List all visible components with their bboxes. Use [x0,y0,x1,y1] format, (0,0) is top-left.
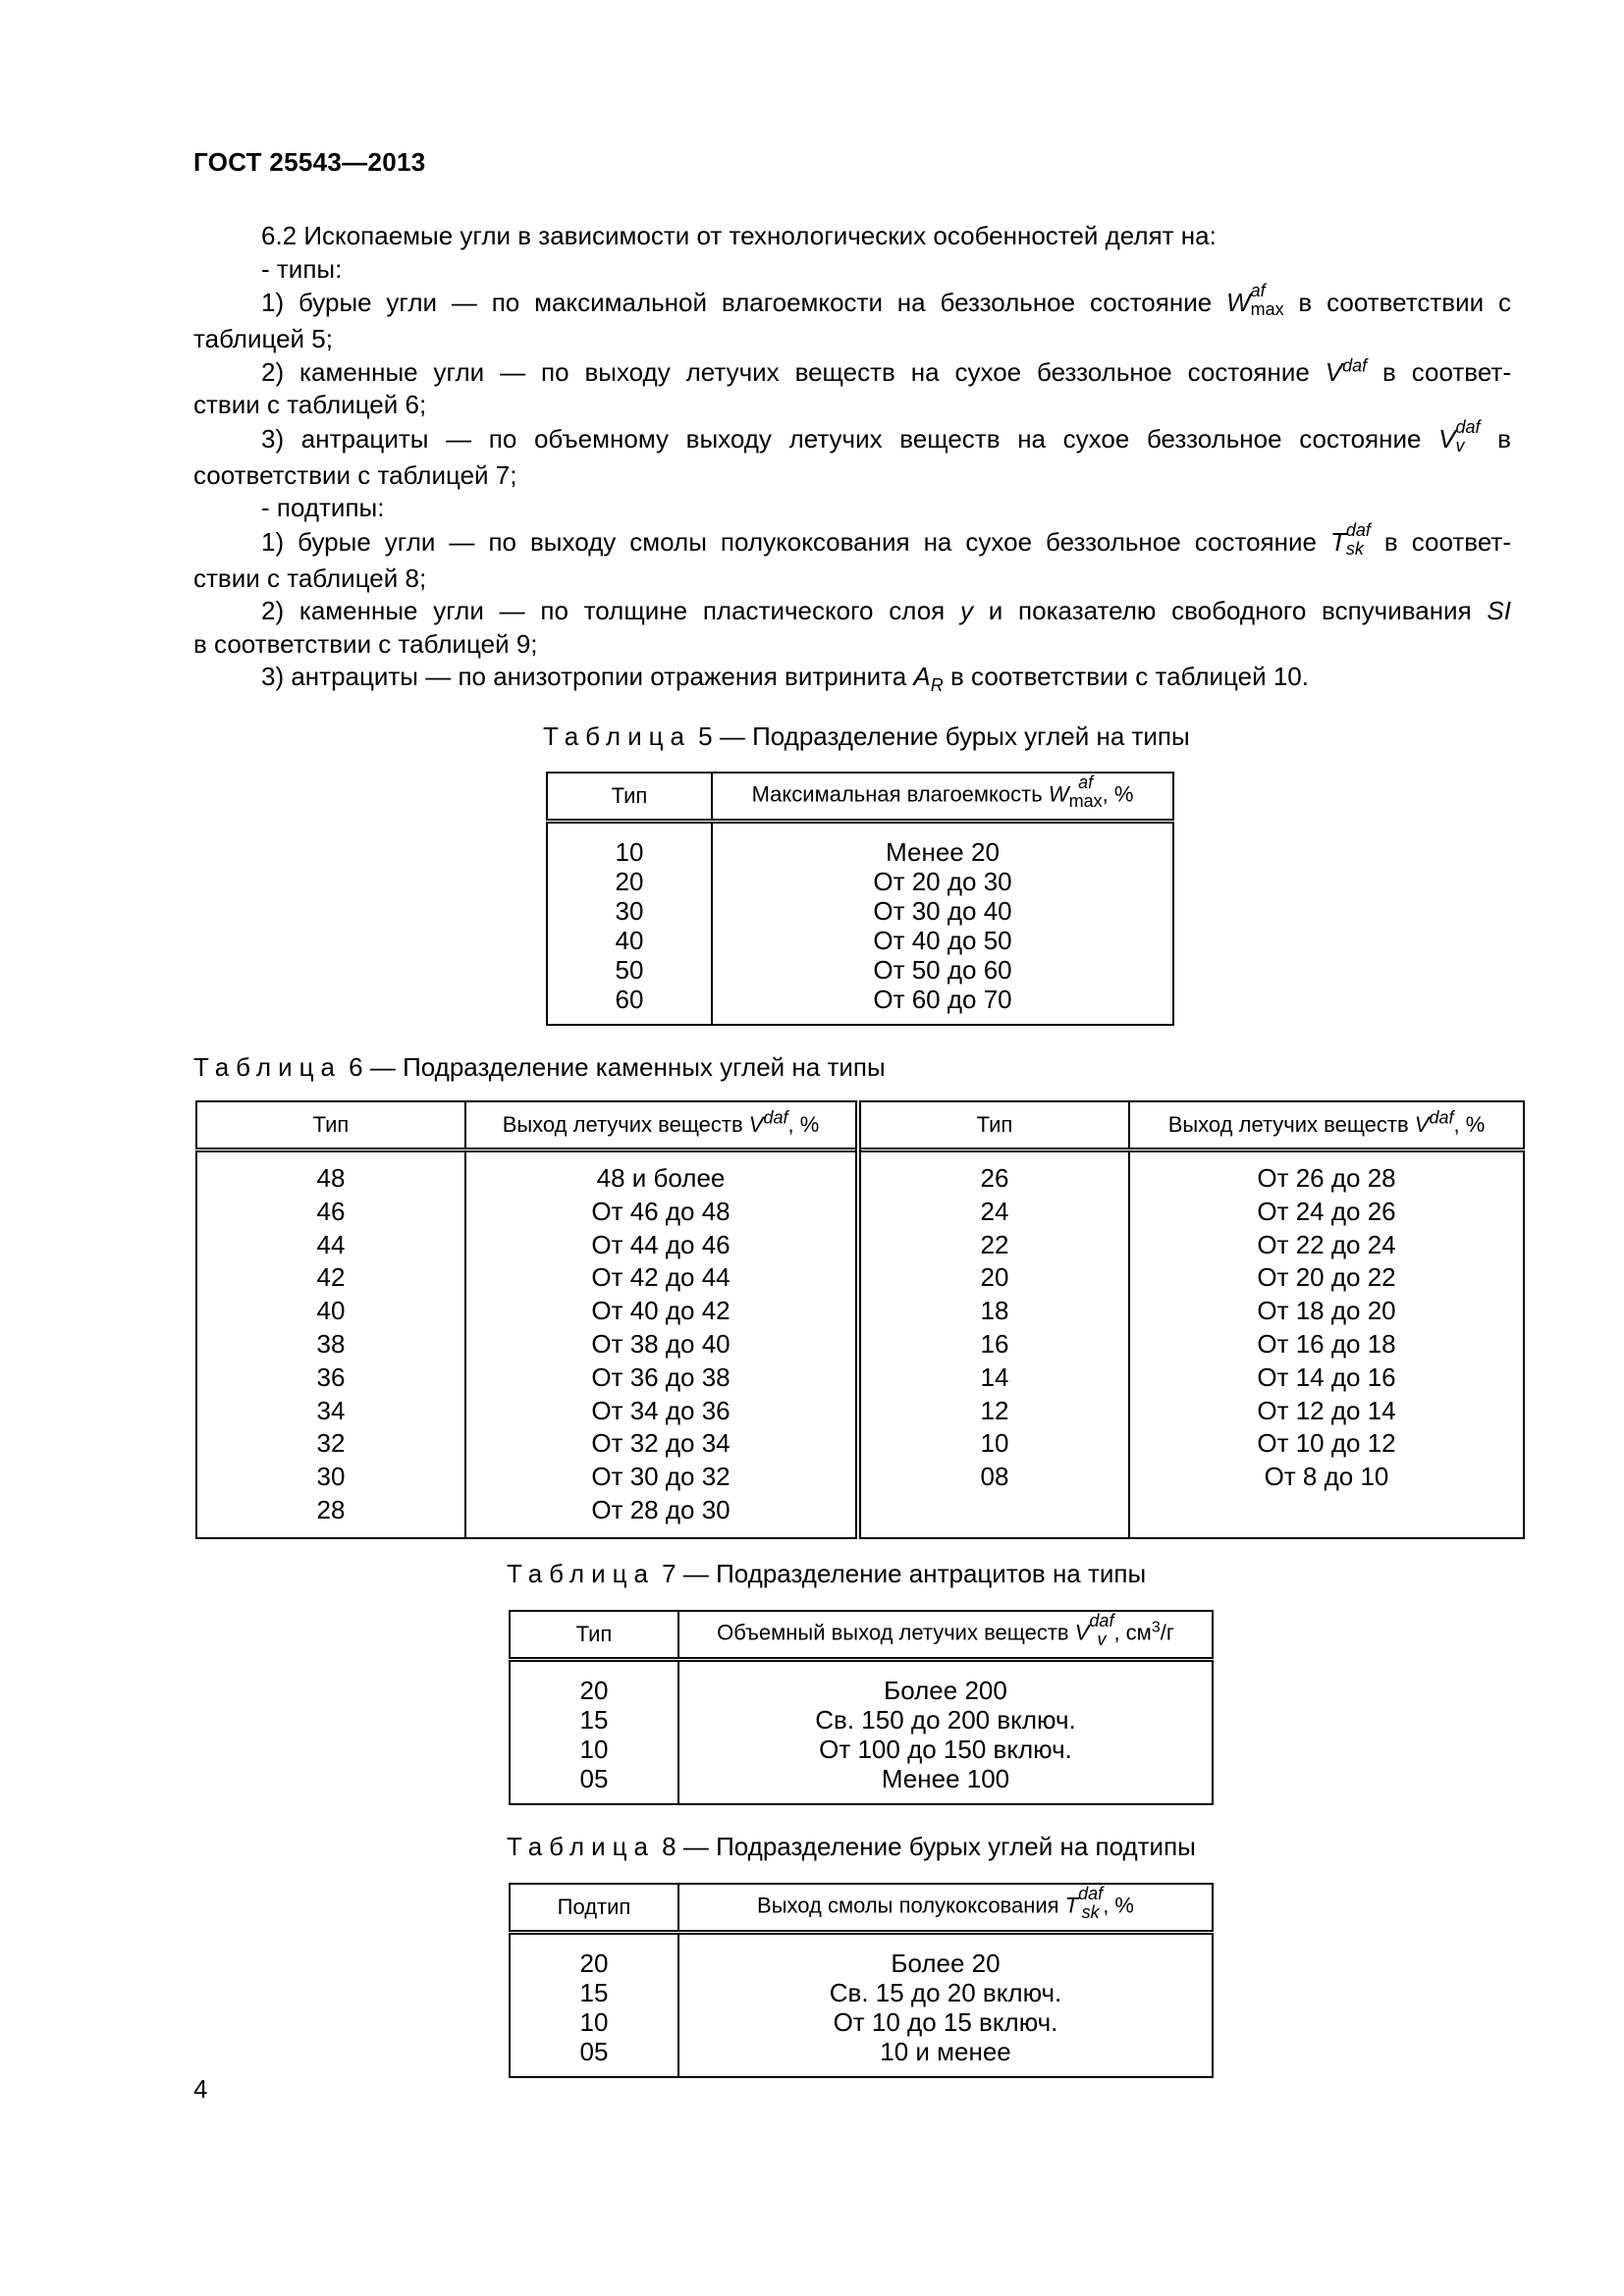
type-item-2-cont: ствии с таблицей 6; [193,390,427,420]
type-item-3: 3) антрациты — по объемному выходу летучих веществ на сухое беззольное состояние V daf v в [261,416,1511,455]
table5-col-type: Тип [547,773,712,822]
subtype-item-2: 2) каменные угли — по толщине пластического слоя y и показателю свободного вспучивания SI [261,596,1511,626]
table8-col-value: Выход смолы полукоксования T daf sk , % [678,1884,1213,1933]
section-text [193,220,1511,694]
table5-types: 10 20 30 40 50 60 [547,822,712,1026]
types-label: - типы: [261,253,343,284]
type-item-1-cont: таблицей 5; [193,323,333,353]
table6-right-types: 26 24 22 20 18 16 14 12 10 08 [858,1150,1129,1538]
document-title: ГОСТ 25543—2013 [193,147,426,177]
table6-col-value-left: Выход летучих веществ $V^{daf}$, % [465,1101,858,1150]
table8-values: Более 20 Св. 15 до 20 включ. От 10 до 15 включ. 10 и менее [678,1933,1213,2078]
table7 [509,1610,1214,1805]
subtype-item-1-cont: ствии с таблицей 8; [193,562,427,593]
table5 [546,772,1174,1026]
section-intro: 6.2 Ископаемые угли в зависимости от технологических особенностей делят на: [261,221,1217,250]
subtype-item-2-cont: в соответствии с таблицей 9; [193,628,538,659]
type-item-2: 2) каменные угли — по выходу летучих веществ на сухое беззольное состояние $V^{daf}$ в соответ- [261,354,1511,387]
table6-left-types: 48 46 44 42 40 38 36 34 32 30 28 [196,1150,465,1538]
table6 [195,1100,1525,1539]
table7-types: 20 15 10 05 [510,1660,678,1805]
page-number: 4 [193,2074,208,2104]
type-item-1: 1) бурые угли — по максимальной влагоемкости на беззольное состояние W af max в соответствии с [261,281,1511,320]
table5-col-value: Максимальная влагоемкость W af max , % [712,773,1173,822]
table5-values: Менее 20 От 20 до 30 От 30 до 40 От 40 до 50 От 50 до 60 От 60 до 70 [712,822,1173,1026]
subtype-item-1: 1) бурые угли — по выходу смолы полукоксования на сухое беззольное состояние T daf sk в соответ- [261,519,1511,559]
table6-col-type-left: Тип [196,1101,465,1150]
table8-col-type: Подтип [510,1884,678,1933]
table8-caption: Таблица 8 — Подразделение бурых углей на подтипы [507,1832,1196,1861]
table8 [509,1883,1214,2078]
table7-col-value: Объемный выход летучих веществ V daf v , $см^3/г$ [678,1611,1213,1660]
table7-values: Более 200 Св. 150 до 200 включ. От 100 до 150 включ. Менее 100 [678,1660,1213,1805]
subtypes-label: - подтипы: [261,493,385,523]
table6-caption: Таблица 6 — Подразделение каменных углей на типы [193,1052,886,1082]
table7-col-type: Тип [510,1611,678,1660]
type-item-3-cont: соответствии с таблицей 7; [193,459,517,490]
table6-col-value-right: Выход летучих веществ $V^{daf}$, % [1129,1101,1524,1150]
table8-types: 20 15 10 05 [510,1933,678,2078]
table6-col-type-right: Тип [858,1101,1129,1150]
table5-caption: Таблица 5 — Подразделение бурых углей на типы [543,721,1190,751]
subtype-item-3: 3) антрациты — по анизотропии отражения витринита $A_R$ в соответствии с таблицей 10. [261,662,1309,696]
table6-left-values: 48 и более От 46 до 48 От 44 до 46 От 42 до 44 От 40 до 42 От 38 до 40 От 36 до 38 От 34 до 36 От 32 до 34 От 30 до 32 От 28 до 30 [465,1150,858,1538]
table7-caption: Таблица 7 — Подразделение антрацитов на типы [507,1559,1147,1588]
table6-right-values: От 26 до 28 От 24 до 26 От 22 до 24 От 20 до 22 От 18 до 20 От 16 до 18 От 14 до 16 От 12 до 14 От 10 до 12 От 8 до 10 [1129,1150,1524,1538]
